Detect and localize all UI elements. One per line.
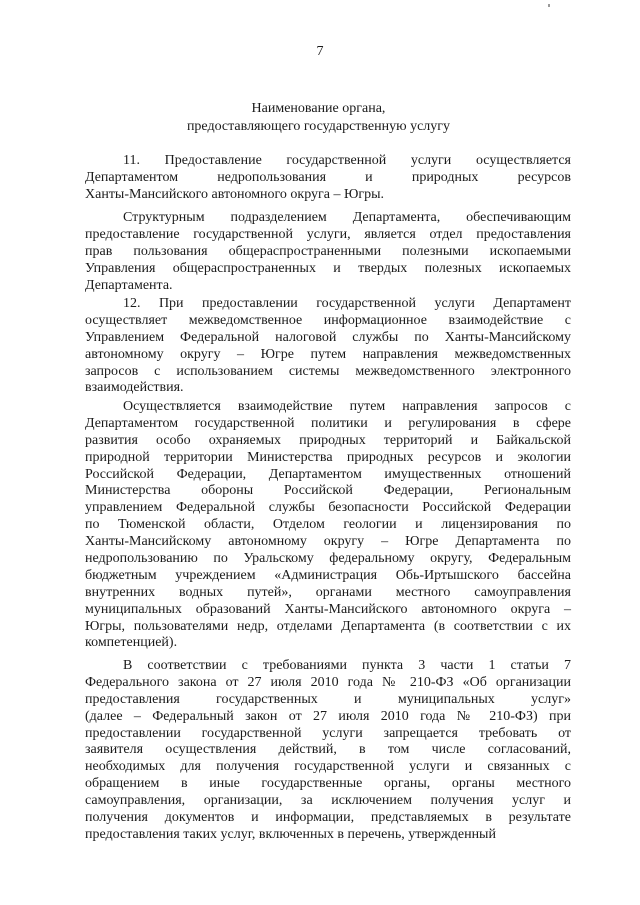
text-line: Департаментом государственной политики и регулирования в сфере <box>85 415 571 431</box>
text-line: управлением Федеральной службы безопасности Российской Федерации <box>85 500 571 516</box>
heading-line-1: Наименование органа, <box>251 101 386 116</box>
text-line: Департамента. <box>85 277 173 293</box>
text-line: внутренних водных путей», органами местного самоуправления <box>85 584 571 600</box>
text-line: недропользованию по Уральскому федеральному округу, Федеральным <box>85 551 571 567</box>
text-line: Югры, пользователями недр, отделами Департамента (в соответствии с их <box>85 618 571 634</box>
text-line: предоставления государственных и муниципальных услуг» <box>85 691 571 707</box>
text-line: муниципальных образований Ханты-Мансийского автономного округа – <box>85 601 571 617</box>
text-line: 11. Предоставление государственной услуги осуществляется <box>123 153 571 168</box>
text-line: получения документов и информации, представляемых в результате <box>85 810 571 826</box>
text-line: 12. При предоставлении государственной услуги Департамент <box>123 296 571 311</box>
text-line: предоставлении государственной услуги запрещается требовать от <box>85 725 571 741</box>
text-line: развития особо охраняемых природных территорий и Байкальской <box>85 432 571 448</box>
heading-line-2: предоставляющего государственную услугу <box>186 119 451 134</box>
text-line: предоставление государственной услуги, является отдел предоставления <box>85 226 571 242</box>
text-line: обращением в иные государственные органы, органы местного <box>85 776 571 792</box>
text-line: необходимых для получения государственной услуги и связанных с <box>85 759 571 775</box>
text-line: самоуправления, организации, за исключением получения услуг и <box>85 793 571 809</box>
text-line: запросов с использованием системы межведомственного электронного <box>85 363 571 379</box>
page-number: 7 <box>316 44 324 59</box>
text-line: предоставления таких услуг, включенных в перечень, утвержденный <box>85 826 496 842</box>
text-line: Структурным подразделением Департамента, обеспечивающим <box>123 210 571 225</box>
paragraph-4 <box>85 399 571 652</box>
text-line: Министерства обороны Российской Федерации, Региональным <box>85 483 571 499</box>
text-line: заявителя осуществления действий, в том числе согласований, <box>85 742 571 758</box>
text-line: (далее – Федеральный закон от 27 июля 2010 года № 210-ФЗ) при <box>85 708 571 724</box>
text-line: Федерального закона от 27 июля 2010 года № 210-ФЗ «Об организации <box>85 674 571 690</box>
text-line: прав пользования общераспространенными полезными ископаемыми <box>85 243 571 259</box>
text-line: Департаментом недропользования и природных ресурсов <box>85 169 571 185</box>
text-line: природной территории Министерства природных ресурсов и экологии <box>85 449 571 465</box>
text-line: компетенцией). <box>85 635 178 651</box>
text-line: Управлением Федеральной налоговой службы по Ханты-Мансийскому <box>85 329 571 345</box>
text-line: В соответствии с требованиями пункта 3 части 1 статьи 7 <box>123 658 571 673</box>
text-line: автономному округу – Югре путем направления межведомственных <box>85 346 571 362</box>
text-line: Ханты-Мансийскому автономному округу – Югре Департамента по <box>85 534 571 550</box>
text-line: Осуществляется взаимодействие путем направления запросов с <box>123 399 571 414</box>
scan-mark <box>548 4 550 7</box>
paragraph-5 <box>85 658 571 844</box>
text-line: взаимодействия. <box>85 380 184 396</box>
text-line: Управления общераспространенных и твердых полезных ископаемых <box>85 260 571 276</box>
text-line: Ханты-Мансийского автономного округа – Югры. <box>85 186 385 202</box>
paragraph-3 <box>85 296 571 397</box>
text-line: по Тюменской области, Отделом геологии и лицензирования по <box>85 517 571 533</box>
text-line: бюджетным учреждением «Администрация Обь-Иртышского бассейна <box>85 567 571 583</box>
paragraph-2 <box>85 210 571 294</box>
section-heading <box>66 100 571 136</box>
text-line: Российской Федерации, Департаментом имущественных отношений <box>85 466 571 482</box>
paragraph-1 <box>85 153 571 204</box>
text-line: осуществляет межведомственное информационное взаимодействие с <box>85 312 571 328</box>
